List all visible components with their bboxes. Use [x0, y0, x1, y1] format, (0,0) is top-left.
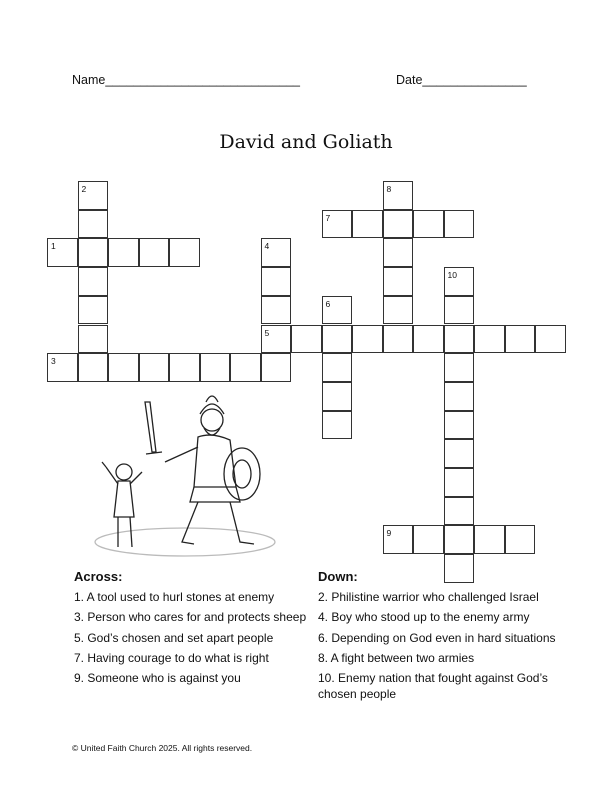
- crossword-cell[interactable]: [78, 296, 109, 325]
- crossword-cell[interactable]: [474, 325, 505, 354]
- clue-number: 8: [386, 184, 392, 194]
- crossword-cell[interactable]: [322, 210, 353, 239]
- clue-number: 7: [325, 212, 331, 223]
- crossword-cell[interactable]: [78, 181, 109, 210]
- crossword-cell[interactable]: [291, 325, 322, 354]
- crossword-cell[interactable]: [261, 325, 292, 354]
- crossword-cell[interactable]: [47, 353, 78, 382]
- crossword-cell[interactable]: [444, 382, 475, 411]
- crossword-cell[interactable]: [352, 210, 383, 239]
- down-heading: Down:: [318, 569, 358, 584]
- crossword-cell[interactable]: [383, 296, 414, 325]
- clue-down-8: 8. A fight between two armies: [318, 650, 475, 665]
- clue-down-4: 4. Boy who stood up to the enemy army: [318, 610, 530, 625]
- date-field[interactable]: Date_______________: [396, 73, 527, 87]
- crossword-cell[interactable]: [383, 525, 414, 554]
- crossword-cell[interactable]: [78, 210, 109, 239]
- crossword-cell[interactable]: [505, 325, 536, 354]
- across-clues: [74, 569, 314, 690]
- crossword-cell[interactable]: [322, 411, 353, 440]
- crossword-cell[interactable]: [139, 238, 170, 267]
- crossword-cell[interactable]: [383, 325, 414, 354]
- clue-across-7: 7. Having courage to do what is right: [74, 650, 269, 665]
- crossword-cell[interactable]: [383, 210, 414, 239]
- clue-number: 2: [81, 184, 87, 194]
- crossword-cell[interactable]: [322, 296, 353, 325]
- clue-number: 10: [447, 270, 457, 281]
- crossword-cell[interactable]: [261, 238, 292, 267]
- crossword-cell[interactable]: [535, 325, 566, 354]
- crossword-cell[interactable]: [108, 353, 139, 382]
- crossword-cell[interactable]: [444, 267, 475, 296]
- crossword-cell[interactable]: [383, 267, 414, 296]
- clue-down-10: 10. Enemy nation that fought against God’s chosen people: [318, 671, 548, 702]
- clue-number: 4: [264, 241, 270, 252]
- crossword-cell[interactable]: [261, 353, 292, 382]
- crossword-cell[interactable]: [47, 238, 78, 267]
- crossword-cell[interactable]: [444, 210, 475, 239]
- clue-down-6: 6. Depending on God even in hard situations: [318, 630, 556, 645]
- crossword-cell[interactable]: [78, 267, 109, 296]
- crossword-cell[interactable]: [169, 238, 200, 267]
- crossword-cell[interactable]: [413, 210, 444, 239]
- crossword-cell[interactable]: [444, 296, 475, 325]
- clue-across-5: 5. God’s chosen and set apart people: [74, 630, 274, 645]
- across-heading: Across:: [74, 569, 123, 584]
- david-goliath-illustration: [90, 392, 280, 562]
- crossword-cell[interactable]: [169, 353, 200, 382]
- clue-across-3: 3. Person who cares for and protects sheep: [74, 610, 307, 625]
- clue-down-2: 2. Philistine warrior who challenged Israel: [318, 590, 539, 604]
- crossword-cell[interactable]: [322, 382, 353, 411]
- clue-number: 3: [51, 356, 56, 367]
- clue-number: 6: [325, 298, 331, 309]
- clue-number: 5: [264, 327, 270, 338]
- crossword-cell[interactable]: [474, 525, 505, 554]
- crossword-cell[interactable]: [413, 325, 444, 354]
- crossword-cell[interactable]: [444, 411, 475, 440]
- crossword-cell[interactable]: [322, 353, 353, 382]
- down-clues: [318, 569, 568, 706]
- clue-number: 1: [51, 241, 56, 252]
- crossword-cell[interactable]: [444, 497, 475, 526]
- crossword-cell[interactable]: [261, 267, 292, 296]
- crossword-cell[interactable]: [444, 525, 475, 554]
- clue-number: 9: [386, 528, 392, 539]
- crossword-cell[interactable]: [505, 525, 536, 554]
- crossword-cell[interactable]: [78, 353, 109, 382]
- crossword-cell[interactable]: [139, 353, 170, 382]
- crossword-cell[interactable]: [444, 353, 475, 382]
- crossword-cell[interactable]: [444, 325, 475, 354]
- crossword-cell[interactable]: [444, 468, 475, 497]
- crossword-cell[interactable]: [78, 325, 109, 354]
- crossword-cell[interactable]: [413, 525, 444, 554]
- crossword-cell[interactable]: [200, 353, 231, 382]
- name-field[interactable]: Name____________________________: [72, 73, 300, 87]
- clue-across-9: 9. Someone who is against you: [74, 671, 241, 686]
- crossword-cell[interactable]: [322, 325, 353, 354]
- crossword-cell[interactable]: [444, 439, 475, 468]
- copyright-footer: © United Faith Church 2025. All rights reserved.: [72, 743, 253, 753]
- crossword-cell[interactable]: [230, 353, 261, 382]
- crossword-cell[interactable]: [352, 325, 383, 354]
- crossword-cell[interactable]: [78, 238, 109, 267]
- crossword-cell[interactable]: [261, 296, 292, 325]
- clue-across-1: 1. A tool used to hurl stones at enemy: [74, 590, 275, 604]
- crossword-cell[interactable]: [383, 238, 414, 267]
- crossword-cell[interactable]: [108, 238, 139, 267]
- page-title: David and Goliath: [219, 131, 393, 153]
- crossword-cell[interactable]: [383, 181, 414, 210]
